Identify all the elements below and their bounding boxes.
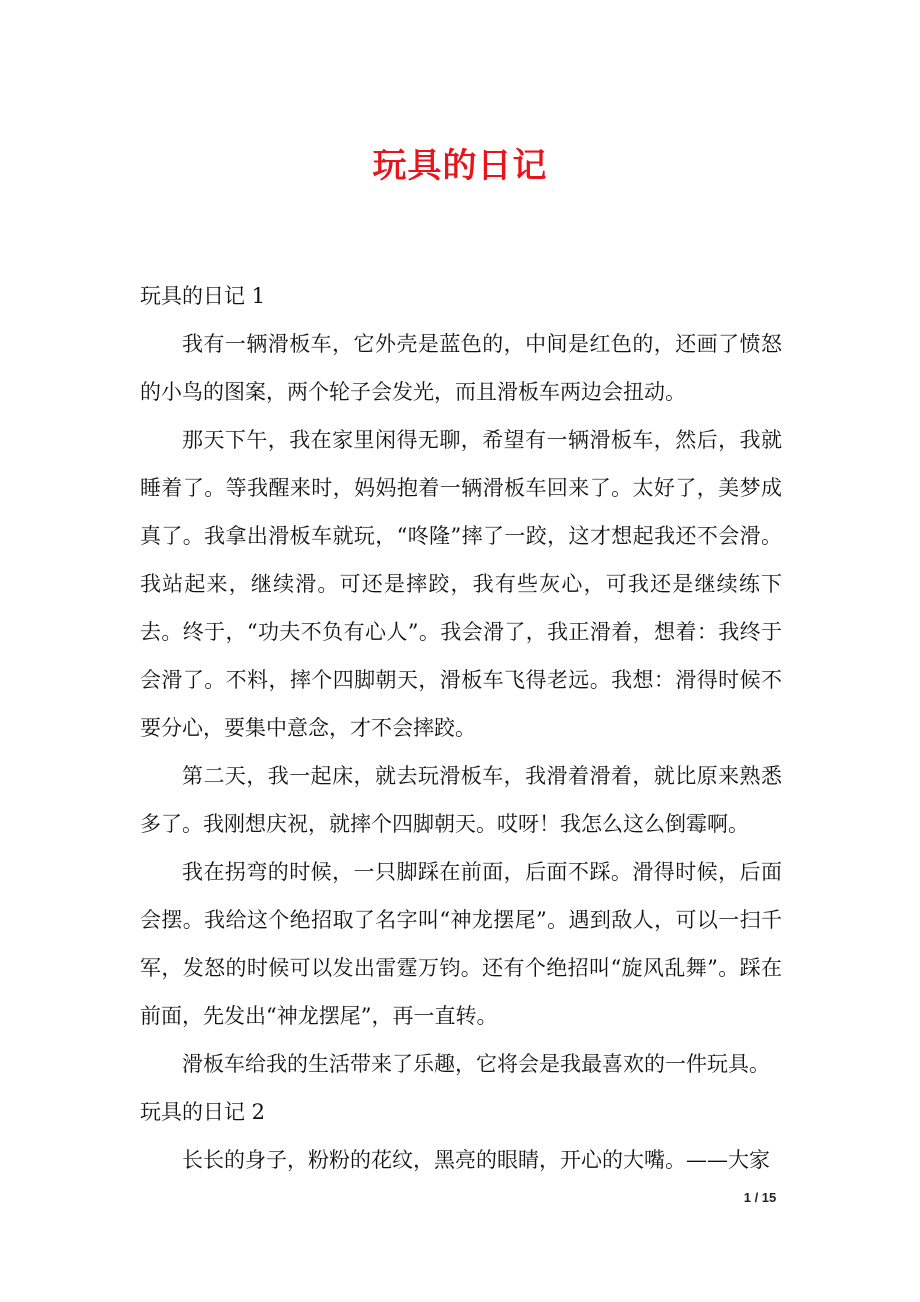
paragraph: 我有一辆滑板车，它外壳是蓝色的，中间是红色的，还画了愤怒的小鸟的图案，两个轮子会发光，而且滑板车两边会扭动。: [140, 332, 782, 404]
document-body: [140, 272, 782, 1184]
paragraph: 第二天，我一起床，就去玩滑板车，我滑着滑着，就比原来熟悉多了。我刚想庆祝，就摔个四脚朝天。哎呀！我怎么这么倒霉啊。: [140, 764, 782, 836]
page-number: 1 / 15: [743, 1190, 777, 1205]
diary-section-1: [140, 272, 782, 1088]
paragraph: 长长的身子，粉粉的花纹，黑亮的眼睛，开心的大嘴。——大家: [182, 1148, 770, 1172]
document-title: 玩具的日记: [372, 146, 548, 186]
paragraph: 滑板车给我的生活带来了乐趣，它将会是我最喜欢的一件玩具。: [182, 1052, 770, 1076]
diary-section-2: [140, 1088, 782, 1184]
paragraph: 我在拐弯的时候，一只脚踩在前面，后面不踩。滑得时候，后面会摆。我给这个绝招取了名字叫“神龙摆尾”。遇到敌人，可以一扫千军，发怒的时候可以发出雷霆万钧。还有个绝招叫“旋风乱舞”。踩在前面，先发出“神龙摆尾”，再一直转。: [140, 860, 782, 1028]
section-heading: 玩具的日记 2: [140, 1100, 266, 1124]
section-heading: 玩具的日记 1: [140, 284, 266, 308]
paragraph: 那天下午，我在家里闲得无聊，希望有一辆滑板车，然后，我就睡着了。等我醒来时，妈妈抱着一辆滑板车回来了。太好了，美梦成真了。我拿出滑板车就玩，“咚隆”摔了一跤，这才想起我还不会滑。我站起来，继续滑。可还是摔跤，我有些灰心，可我还是继续练下去。终于，“功夫不负有心人”。我会滑了，我正滑着，想着：我终于会滑了。不料，摔个四脚朝天，滑板车飞得老远。我想：滑得时候不要分心，要集中意念，才不会摔跤。: [140, 428, 782, 740]
